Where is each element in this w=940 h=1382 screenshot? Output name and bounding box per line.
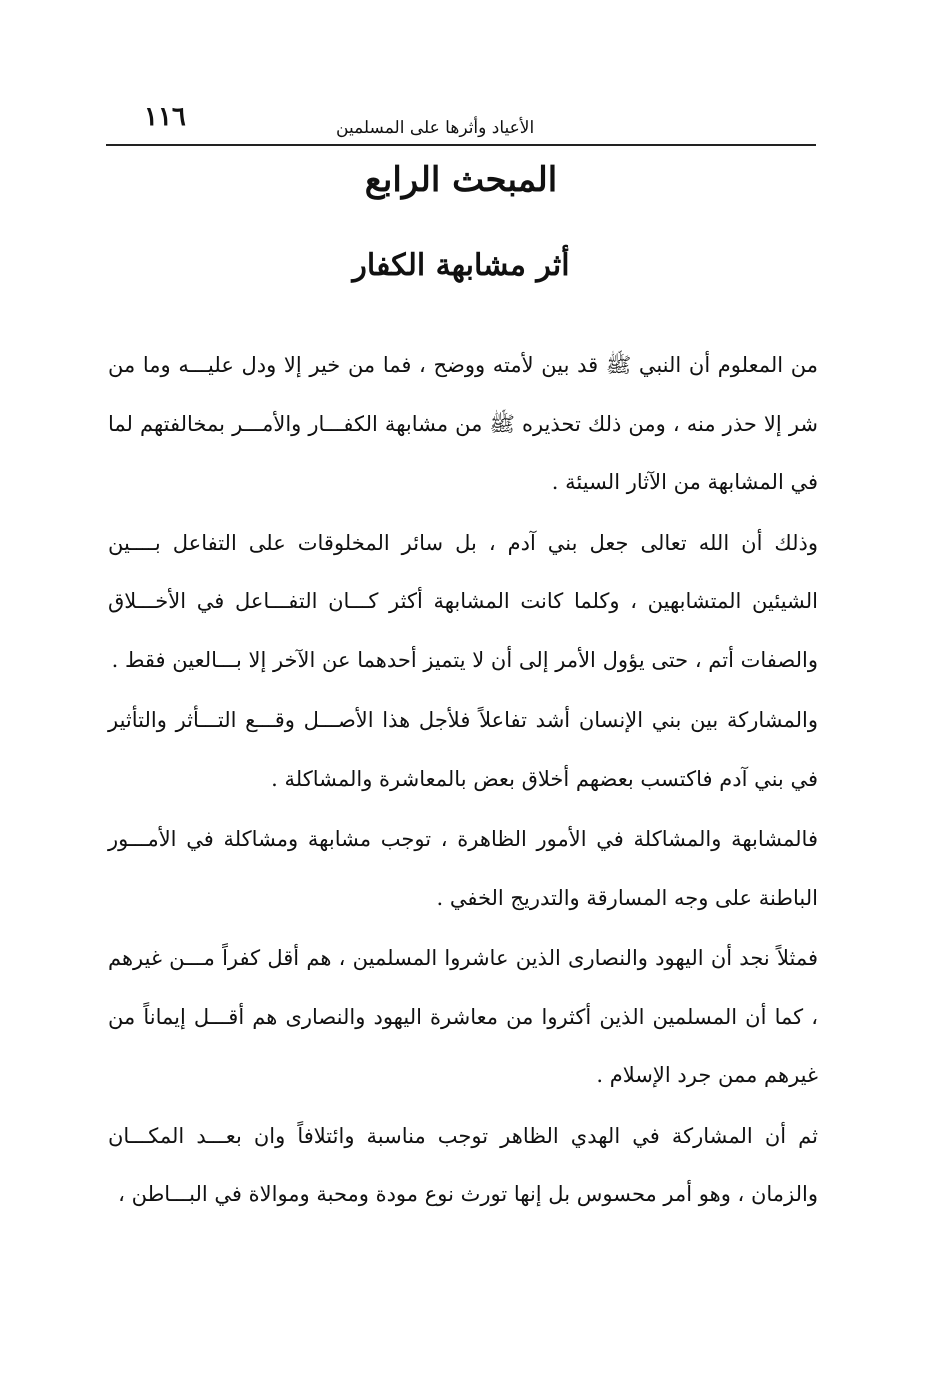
paragraph: فالمشابهة والمشاكلة في الأمور الظاهرة ، توجب مشابهة ومشاكلة في الأمـــور الباطنة على وجه المسارقة والتدريج الخفي . <box>108 827 818 910</box>
paragraph: من المعلوم أن النبي ﷺ قد بين لأمته ووضح ، فما من خير إلا ودل عليـــه وما من شر إلا حذر منه ، ومن ذلك تحذيره ﷺ من مشابهة الكفـــار والأمـــر بمخالفتهم لما في المشابهة من الآثار السيئة . <box>108 353 818 494</box>
paragraph: ثم أن المشاركة في الهدي الظاهر توجب مناسبة وائتلافاً وان بعـــد المكـــان والزمان ، وهو أمر محسوس بل إنها تورث نوع مودة ومحبة وموالاة في البـــاطن ، <box>108 1123 818 1206</box>
section-subtitle: أثر مشابهة الكفار <box>352 248 570 283</box>
body-text <box>108 336 818 1224</box>
page-number: ١١٦ <box>144 102 186 132</box>
running-head: الأعياد وأثرها على المسلمين <box>336 118 535 138</box>
paragraph: والمشاركة بين بني الإنسان أشد تفاعلاً فلأجل هذا الأصـــل وقـــع التـــأثر والتأثير في بني آدم فاكتسب بعضهم أخلاق بعض بالمعاشرة والمشاكلة . <box>108 708 818 791</box>
section-title: المبحث الرابع <box>364 160 558 200</box>
paragraph: وذلك أن الله تعالى جعل بني آدم ، بل سائر المخلوقات على التفاعل بــــين الشيئين المتشابهين ، وكلما كانت المشابهة أكثر كـــان التفـــاعل في الأخـــلاق والصفات أتم ، حتى يؤول الأمر إلى أن لا يتميز أحدهما عن الآخر إلا بـــالعين فقط . <box>108 530 818 672</box>
header-divider <box>106 144 816 146</box>
page-header <box>106 96 816 146</box>
paragraph: فمثلاً نجد أن اليهود والنصارى الذين عاشروا المسلمين ، هم أقل كفراً مـــن غيرهم ، كما أن المسلمين الذين أكثروا من معاشرة اليهود والنصارى هم أقـــل إيماناً من غيرهم ممن جرد الإسلام . <box>108 946 818 1087</box>
